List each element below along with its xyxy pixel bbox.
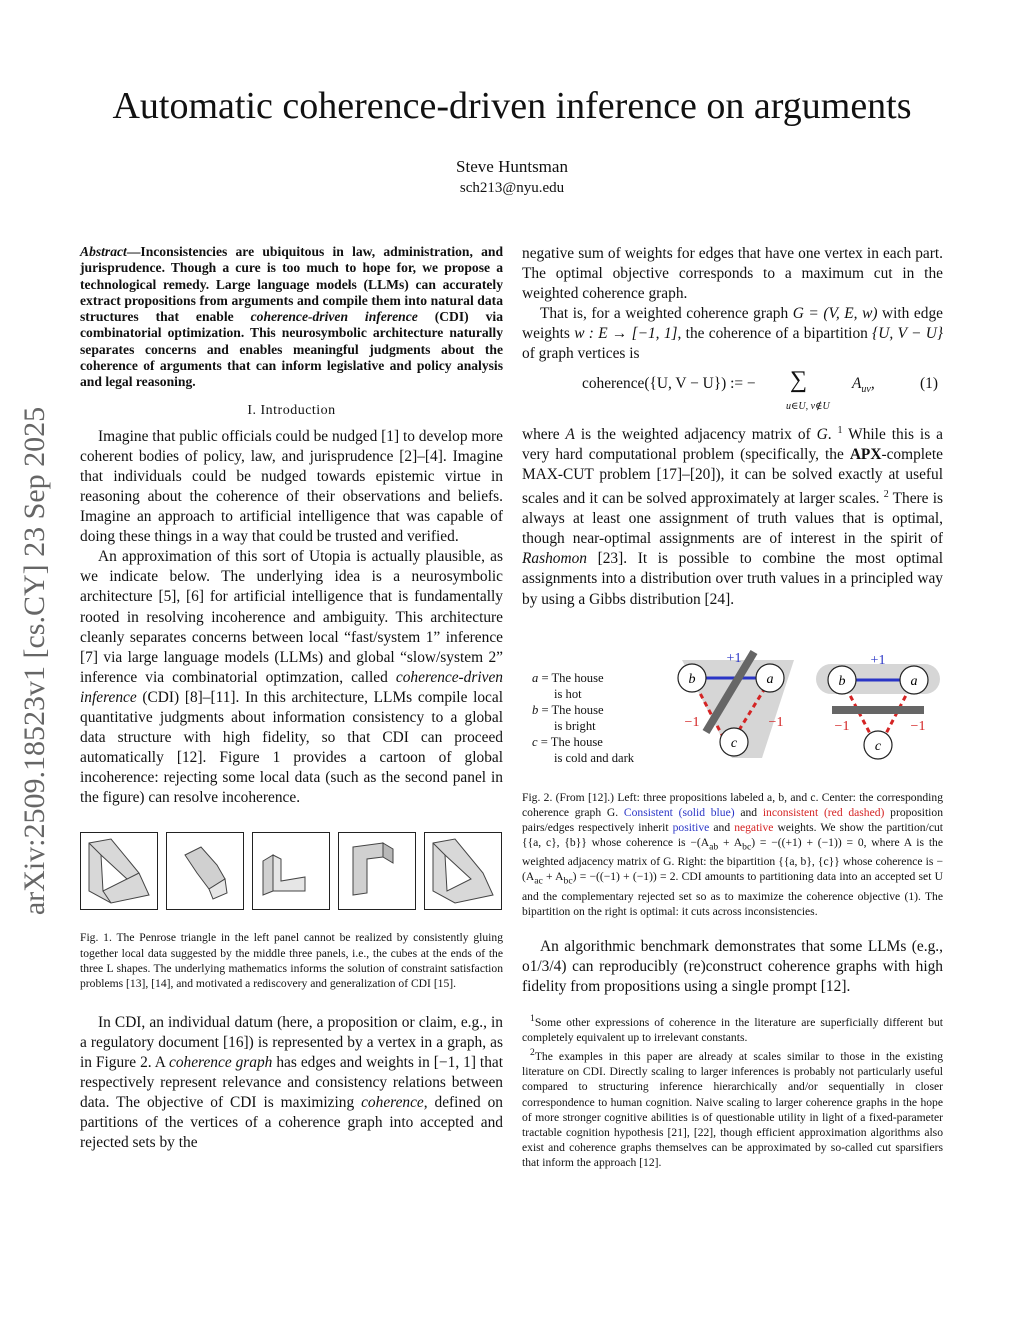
node-c-label-right: c [874, 738, 882, 754]
footnote-ref-1[interactable]: 1 [837, 424, 843, 436]
footnote-2 [522, 1045, 943, 1170]
author-name: Steve Huntsman [456, 157, 568, 176]
node-b-label-center: b [688, 671, 696, 687]
p3r-d: While this is a very hard computational problem (specifically, the [522, 425, 943, 463]
right-column [522, 244, 943, 1170]
plus-label-center: +1 [726, 650, 742, 666]
coherence-graph-center [672, 640, 802, 776]
l-shape-panel-2 [252, 832, 330, 910]
legend-a [532, 670, 672, 686]
coherence-graph-right [812, 640, 942, 776]
legend-b-cont: is bright [554, 718, 596, 733]
cap2-e: weights. We show the partition/cut {{a, c}, {b}} whose coherence is −(A [522, 820, 943, 849]
cap2-b: and [734, 805, 763, 819]
node-c-label-center: c [730, 735, 738, 751]
legend-a-text: = The house [538, 670, 604, 685]
footnote-1-text: Some other expressions of coherence in the literature are superficially different but completely equivalent up to irrelevant constants. [522, 1016, 943, 1045]
figure-1 [80, 832, 503, 912]
rashomon-italic: Rashomon [522, 550, 587, 568]
abstract-text-a: —Inconsistencies are ubiquitous in law, administration, and jurisprudence. Though a cure is too much to hope for, we propose a technological remedy. Large language models (LLMs) can accurately extract propositions from arguments and compile them into natural data structures that enable [80, 244, 503, 325]
cap2-k: + A [542, 870, 564, 884]
p2r-d: of graph vertices is [522, 345, 640, 363]
cap2-sub-bc-2: bc [563, 875, 573, 887]
paper-title: Automatic coherence-driven inference on arguments [112, 85, 912, 127]
minus-label-right-right: −1 [910, 718, 926, 734]
l-shape-icon-2 [253, 833, 329, 909]
legend-b [532, 702, 672, 718]
abstract-italic: coherence-driven inference [250, 309, 418, 325]
equation-number: (1) [920, 374, 938, 392]
cap2-sub-ab: ab [709, 841, 719, 853]
p3-text-a: In CDI, an individual datum (here, a proposition or claim, e.g., in a regulatory document [16]) is represented by a vertex in a graph, as in Figure 2. A [80, 1013, 503, 1072]
p3r-a: where [522, 425, 566, 443]
footnote-2-text: The examples in this paper are already at scales similar to those in the existing literature on CDI. Directly scaling to larger inferences is probably not particularly useful compared to structuring inference hierarchically and/or sequentially in closer correspondence to human cognition. Naive scaling to larger coherence graphs in the hope of more stronger cognitive abilities is of questionable utility in light of a fixed-parameter tractable cognition hypothesis [21], [22], though efficient approximation algorithms also exist and coherence graphs themselves can be approximated by so-called cut sparsifiers that inform the approach [12]. [522, 1050, 943, 1169]
legend-b-var: b [532, 702, 539, 717]
right-paragraph-4: An algorithmic benchmark demonstrates that some LLMs (e.g., o1/3/4) can reproducibly (re)construct coherence graphs with high fidelity from propositions using a single prompt [12]. [522, 938, 943, 996]
cap2-d: and [709, 820, 735, 834]
node-b-label-right: b [838, 673, 846, 689]
node-a-label-center: a [766, 671, 774, 687]
equation-1 [522, 366, 943, 421]
penrose-triangle-icon-2 [425, 833, 501, 909]
intro-paragraph-1: Imagine that public officials could be nudged [1] to develop more coherent bodies of policy, law, and jurisprudence [2]–[4]. Imagine that individuals could be nudged towards epistemic virtue in reasoning about the coherence of their observations and beliefs. Imagine an approach to artificial intelligence that was capable of doing these things in a way that could be trusted and verified. [80, 427, 503, 546]
math-weights: w : E → [−1, 1] [574, 325, 678, 343]
legend-c-cont: is cold and dark [554, 750, 635, 765]
p3r-f: There is always at least one assignment of truth values that is optimal, though near-optimal assignments are of interest in the spirit of [522, 490, 943, 548]
cap2-a: Fig. 2. (From [12].) Left: three propositions labeled a, b, and c. Center: the corresponding coherence graph G. [522, 790, 943, 819]
right-paragraph-1: negative sum of weights for edges that have one vertex in each part. The optimal objective corresponds to a maximum cut in the weighted coherence graph. [522, 245, 943, 303]
math-A: A [565, 425, 575, 443]
penrose-triangle-panel-2 [424, 832, 502, 910]
p3r-g: [23]. It is possible to combine the most optimal assignments into a distribution over truth values in a principled way by using a Gibbs distribution [24]. [522, 550, 943, 608]
footnote-1 [522, 1011, 943, 1045]
l-shape-icon-3 [339, 833, 415, 909]
intro-paragraph-3 [80, 1013, 503, 1154]
cap2-blue-2: positive [672, 820, 710, 834]
legend-a-cont: is hot [554, 686, 582, 701]
p2-text-a: An approximation of this sort of Utopia is actually plausible, as we indicate below. The underlying idea is a neurosymbolic architecture [5], [6] for artificial intelligence that is fundamentally rooted in resolving incoherence and ambiguity. This architecture cleanly separates concerns between local “fast/system 1” inference [7] via large language models (LLMs) and global “slow/system 2” inference via combinatorial optimzation, called [80, 548, 503, 686]
equation-term-letter: A [852, 374, 862, 392]
minus-label-left-center: −1 [684, 714, 700, 730]
p2r-a: That is, for a weighted coherence graph [540, 305, 793, 323]
arxiv-stamp: arXiv:2509.18523v1 [cs.CY] 23 Sep 2025 [18, 406, 51, 916]
legend-c [532, 734, 672, 750]
author-email: sch213@nyu.edu [459, 180, 565, 196]
right-paragraph-3 [522, 421, 943, 610]
penrose-triangle-panel [80, 832, 158, 910]
legend-c-var: c [532, 734, 538, 749]
l-shape-panel-1 [166, 832, 244, 910]
p2-italic: coherence-driven inference [80, 668, 503, 706]
cap2-m: ) = −((−1) + (−1)) = 2. CDI amounts to partitioning data into an accepted set U and the complementary rejected set so as to maximize the coherence objective (1). The bipartition on the right is optimal: it cuts across inconsistencies. [522, 870, 943, 918]
right-paragraph-2 [522, 304, 943, 364]
l-shape-icon-1 [167, 833, 243, 909]
figure-2-caption [522, 790, 943, 919]
math-graph: G = (V, E, w) [792, 305, 878, 323]
l-shape-panel-3 [338, 832, 416, 910]
node-a-label-right: a [910, 673, 918, 689]
legend-b-text: = The house [538, 702, 604, 717]
p2r-c: , the coherence of a bipartition [677, 325, 873, 343]
p3-italic-1: coherence graph [168, 1054, 273, 1072]
p3r-b: is the weighted adjacency matrix of [574, 425, 817, 443]
cap2-blue-1: Consistent (solid blue) [623, 805, 735, 819]
section-heading-introduction: I. Introduction [247, 402, 336, 418]
equation-sum-subscript: u∈U, v∉U [786, 400, 830, 412]
abstract [80, 244, 503, 391]
figure-2 [522, 640, 943, 776]
equation-lhs: coherence({U, V − U}) := − [582, 374, 756, 392]
penrose-triangle-icon [81, 833, 157, 909]
p3-text-b: has edges and weights in [−1, 1] that respectively represent relevance and consistency relations between data. The objective of CDI is maximizing [80, 1054, 503, 1112]
cap2-sub-bc: bc [742, 841, 752, 853]
intro-paragraph-2 [80, 547, 503, 808]
equation-term-sub: uv [861, 383, 871, 395]
footnote-2-mark: 2 [530, 1047, 535, 1059]
p3-text-c: , defined on partitions of the vertices of a coherence graph into accepted and rejected sets by the [80, 1094, 503, 1152]
legend-c-text: = The house [537, 734, 603, 749]
footnote-ref-2[interactable]: 2 [883, 488, 889, 500]
abstract-text-b: (CDI) via combinatorial optimization. This neurosymbolic architecture naturally separates concerns and enables meaningful judgments about the coherence of arguments that can inform legislative and policy analysis and legal reasoning. [80, 309, 503, 390]
p3r-c: . [827, 425, 838, 443]
cap2-sub-ac: ac [534, 875, 543, 887]
p3-italic-2: coherence [361, 1094, 424, 1112]
minus-label-left-right: −1 [834, 718, 850, 734]
footnotes [522, 1011, 943, 1170]
abstract-label: Abstract [80, 244, 127, 259]
cap2-red-2: negative [734, 820, 774, 834]
minus-label-right-center: −1 [768, 714, 784, 730]
cap2-red-1: inconsistent (red dashed) [762, 805, 885, 819]
cap2-i: ) = −((+1) + (−1)) = 0, where A is the weighted adjacency matrix of G. Right: the bipartition {{a, b}, {c}} whose coherence is −(A [522, 835, 943, 884]
equation-term: $A_{uv}$, [852, 374, 875, 395]
figure-2-legend [532, 670, 672, 766]
plus-label-right: +1 [870, 652, 886, 668]
sum-symbol: ∑ [790, 366, 808, 393]
legend-a-var: a [532, 670, 539, 685]
footnote-1-mark: 1 [530, 1013, 535, 1025]
apx-bold: APX [849, 445, 882, 463]
p3r-e: -complete MAX-CUT problem [17]–[20]), it can be solved exactly at useful scales and it can be solved approximately at larger scales. [522, 445, 943, 508]
figure-1-caption: Fig. 1. The Penrose triangle in the left panel cannot be realized by consistently gluing together local data suggested by the middle three panels, i.e., the cubes at the ends of the three L shapes. The underlying mathematics informs the solution of constraint satisfaction problems [13], [14], and motivated a rediscovery and generalization of CDI [15]. [80, 931, 503, 990]
cap2-c: proposition pairs/edges respectively inherit [522, 805, 943, 834]
p2-text-b: (CDI) [8]–[11]. In this architecture, LLMs compile local quantitative judgments about information consistency to a global data structure with high fidelity, so that CDI can proceed automatically [12]. Figure 1 provides a cartoon of global incoherence: rejecting some local data (such as the second panel in the figure) can resolve incoherence. [80, 688, 503, 807]
math-G: G [816, 425, 828, 443]
left-column [80, 244, 503, 1153]
cap2-g: + A [718, 835, 743, 849]
math-bipartition: {U, V − U} [872, 325, 943, 343]
p2r-b: with edge weights [522, 305, 943, 343]
